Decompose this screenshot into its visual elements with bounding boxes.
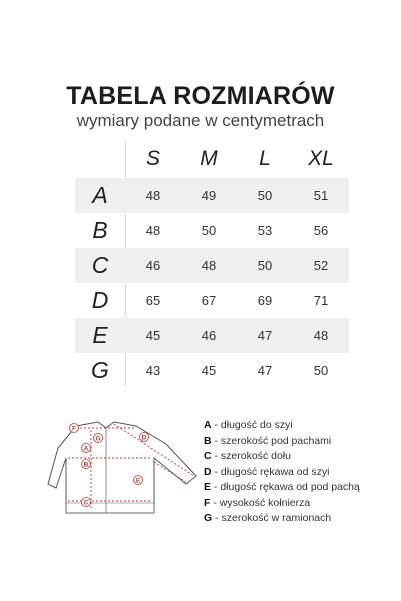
table-cell: 49 xyxy=(201,188,217,203)
table-cell: 50 xyxy=(201,223,217,238)
table-row xyxy=(75,178,349,213)
legend-item xyxy=(204,496,394,512)
legend-code: F xyxy=(204,496,211,509)
marker-f xyxy=(70,424,79,433)
row-label: C xyxy=(91,252,109,278)
page-title: TABELA ROZMIARÓW xyxy=(66,82,335,110)
legend-item xyxy=(204,449,394,465)
legend-item xyxy=(204,434,394,450)
legend-code: A xyxy=(204,419,212,431)
marker-g xyxy=(94,434,103,443)
svg-text:B: B xyxy=(83,461,89,469)
table-cell: 46 xyxy=(145,258,161,273)
table-cell: 51 xyxy=(313,188,329,203)
table-cell: 48 xyxy=(145,223,161,238)
table-cell: 50 xyxy=(257,258,273,273)
table-cell: 52 xyxy=(313,258,329,273)
table-cell: 48 xyxy=(201,258,217,273)
legend-text: - długość rękawa od pod pachą xyxy=(211,481,360,493)
marker-c xyxy=(82,498,91,507)
table-cell: 69 xyxy=(257,293,273,308)
row-label: A xyxy=(92,182,108,208)
jacket-outline xyxy=(48,422,196,513)
table-cell: 45 xyxy=(201,363,217,378)
table-cell: 45 xyxy=(145,328,161,343)
table-row xyxy=(75,318,349,353)
svg-text:G: G xyxy=(95,435,101,443)
legend-text: - szerokość w ramionach xyxy=(212,512,332,524)
legend-text: - długość rękawa od szyi xyxy=(211,465,330,478)
legend-code: G xyxy=(204,512,213,524)
legend-text: - wysokość kołnierza xyxy=(210,496,311,509)
legend-item xyxy=(204,480,394,496)
table-header-row xyxy=(75,140,349,178)
table-cell: 47 xyxy=(257,363,273,378)
legend-item xyxy=(204,511,394,527)
legend-code: B xyxy=(204,434,212,447)
table-cell: 48 xyxy=(145,188,161,203)
legend-item xyxy=(204,465,394,481)
legend-text: - szerokość pod pachami xyxy=(211,434,332,447)
table-row xyxy=(75,353,349,388)
row-label: B xyxy=(92,217,108,243)
table-cell: 65 xyxy=(145,293,161,308)
table-row xyxy=(75,213,349,248)
row-label: E xyxy=(92,322,108,348)
table-cell: 67 xyxy=(201,293,217,308)
table-cell: 53 xyxy=(257,223,273,238)
measure-line-e xyxy=(154,462,186,482)
legend-text: - szerokość dołu xyxy=(211,450,291,462)
table-cell: 47 xyxy=(257,328,273,343)
legend-code: D xyxy=(204,465,212,478)
row-label: D xyxy=(91,287,109,313)
legend-item xyxy=(204,418,394,434)
size-header: S xyxy=(145,147,160,170)
table-cell: 50 xyxy=(313,363,329,378)
marker-a xyxy=(82,444,91,453)
table-row xyxy=(75,283,349,318)
marker-d xyxy=(140,433,149,442)
marker-e xyxy=(134,476,143,485)
legend-text: - długość do szyi xyxy=(211,419,293,431)
table-cell: 46 xyxy=(201,328,217,343)
jacket-diagram xyxy=(46,418,201,528)
size-table xyxy=(75,140,349,388)
table-cell: 50 xyxy=(257,188,273,203)
svg-text:A: A xyxy=(83,445,89,453)
table-cell: 71 xyxy=(313,293,329,308)
legend-code: C xyxy=(204,450,212,462)
table-cell: 43 xyxy=(145,363,161,378)
marker-b xyxy=(82,460,91,469)
svg-text:C: C xyxy=(83,499,89,507)
table-cell: 48 xyxy=(313,328,329,343)
legend xyxy=(204,418,394,527)
page-subtitle: wymiary podane w centymetrach xyxy=(76,111,325,130)
svg-text:E: E xyxy=(135,477,141,485)
row-label: G xyxy=(91,357,109,383)
jacket-waistband xyxy=(66,503,154,513)
table-row xyxy=(75,248,349,283)
size-header: L xyxy=(259,147,271,170)
legend-code: E xyxy=(204,481,212,493)
svg-text:F: F xyxy=(72,425,76,433)
size-header: M xyxy=(200,147,218,170)
size-header: XL xyxy=(308,147,334,170)
svg-text:D: D xyxy=(141,434,147,442)
table-cell: 56 xyxy=(313,223,329,238)
